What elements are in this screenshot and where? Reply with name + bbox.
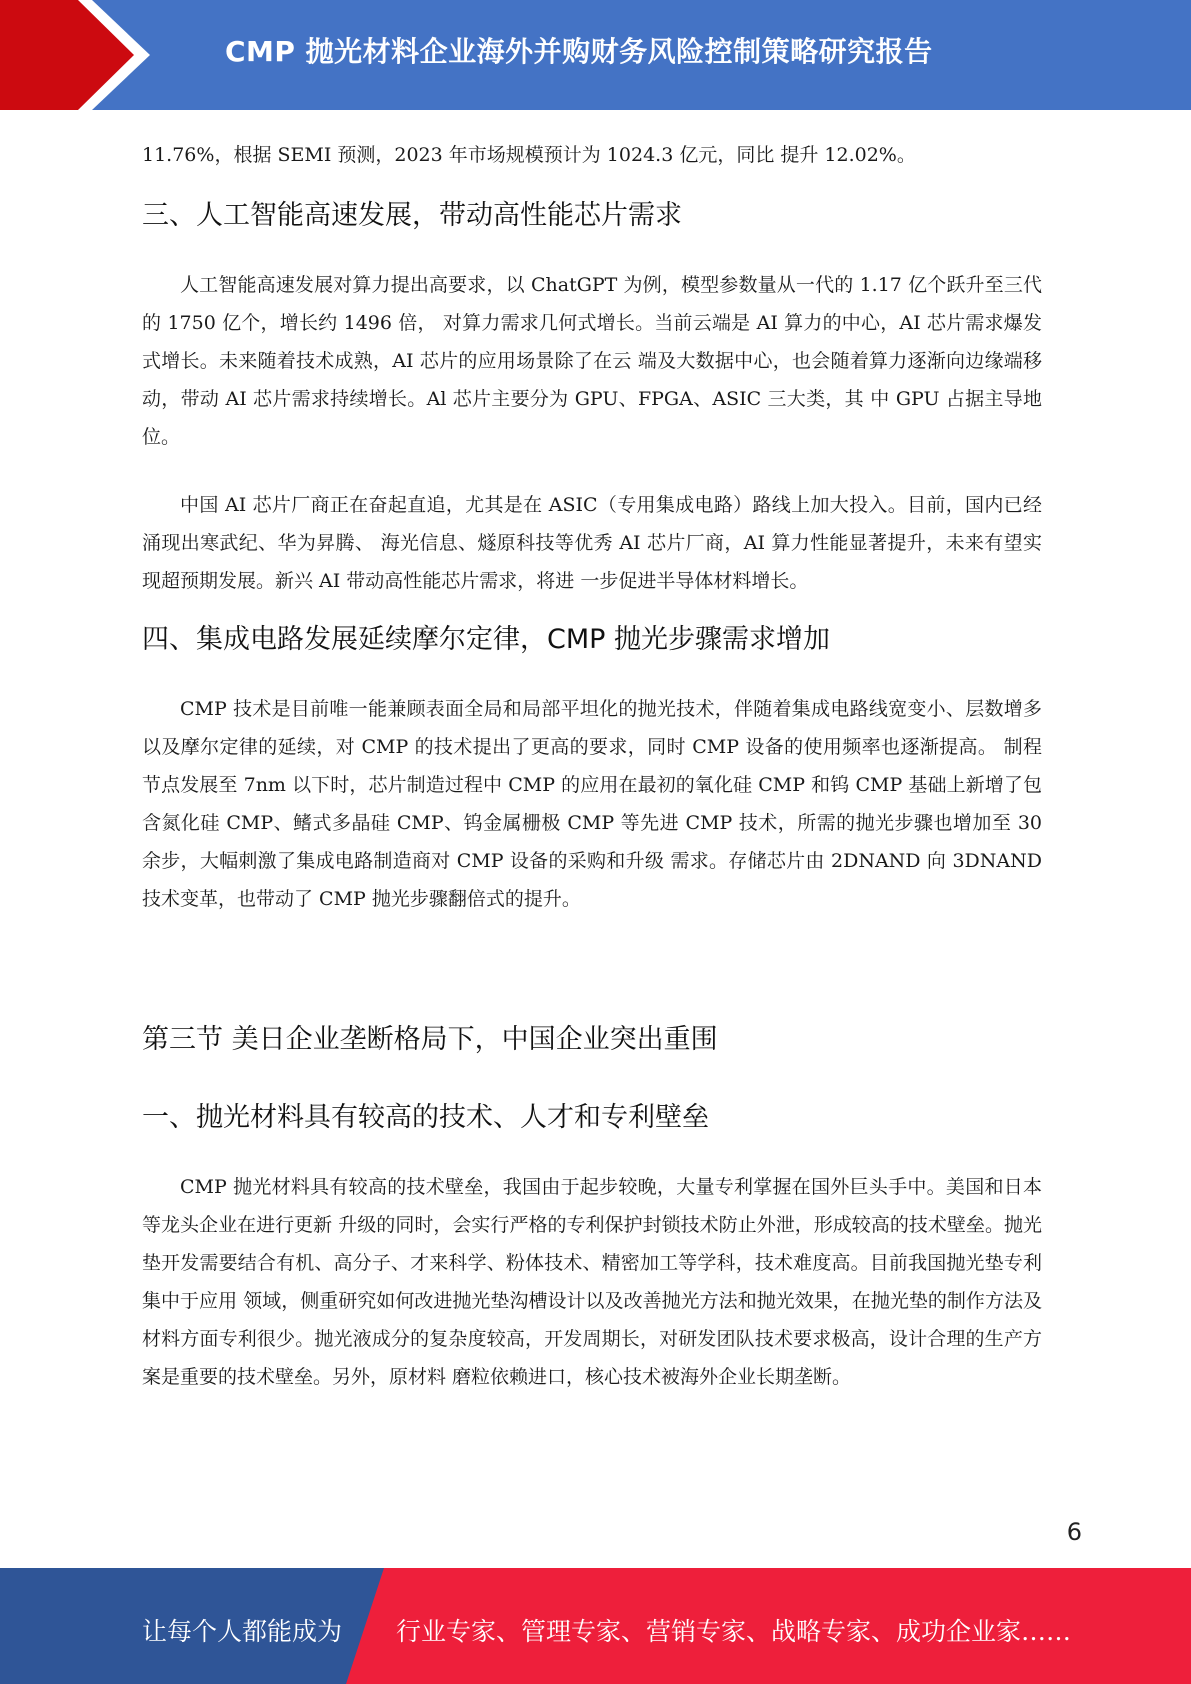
section-heading-moore: 四、集成电路发展延续摩尔定律，CMP 抛光步骤需求增加 <box>142 624 831 655</box>
footer-slogan-left: 让每个人都能成为 <box>142 1617 343 1646</box>
page-footer <box>0 1568 1191 1684</box>
section-heading-barriers: 一、抛光材料具有较高的技术、人才和专利壁垒 <box>142 1102 709 1133</box>
paragraph-cmp-technology: CMP 技术是目前唯一能兼顾表面全局和局部平坦化的抛光技术，伴随着集成电路线宽变小、层数增多以及摩尔定律的延续，对 CMP 的技术提出了更高的要求，同时 CMP 设备的使用频率也逐渐提高。 制程节点发展至 7nm 以下时，芯片制造过程中 CMP 的应用在最初的氧化硅 CMP 和钨 CMP 基础上新增了包含氮化硅 CMP、鳍式多晶硅 CMP、钨金属栅极 CMP 等先进 CMP 技术，所需的抛光步骤也增加至 30 余步，大幅刺激了集成电路制造商对 CMP 设备的采购和升级 需求。存储芯片由 2DNAND 向 3DNAND 技术变革，也带动了 CMP 抛光步骤翻倍式的提升。 <box>142 698 1042 910</box>
page-content <box>142 136 1042 1396</box>
footer-slogan-right: 行业专家、管理专家、营销专家、战略专家、成功企业家…… <box>396 1617 1072 1646</box>
paragraph-ai-demand: 人工智能高速发展对算力提出高要求，以 ChatGPT 为例，模型参数量从一代的 1.17 亿个跃升至三代的 1750 亿个，增长约 1496 倍， 对算力需求几何式增长。当前云端是 AI 算力的中心，AI 芯片需求爆发式增长。未来随着技术成熟，AI 芯片的应用场景除了在云 端及大数据中心，也会随着算力逐渐向边缘端移动，带动 AI 芯片需求持续增长。Al 芯片主要分为 GPU、FPGA、ASIC 三大类，其 中 GPU 占据主导地位。 <box>142 274 1042 448</box>
paragraph-china-ai-chips: 中国 AI 芯片厂商正在奋起直追，尤其是在 ASIC（专用集成电路）路线上加大投入。目前，国内已经涌现出寒武纪、华为昇腾、 海光信息、燧原科技等优秀 AI 芯片厂商，AI 算力性能显著提升，未来有望实现超预期发展。新兴 AI 带动高性能芯片需求，将进 一步促进半导体材料增长。 <box>142 494 1042 592</box>
section-heading-ai: 三、人工智能高速发展，带动高性能芯片需求 <box>142 200 682 231</box>
page-number: 6 <box>1066 1518 1082 1546</box>
paragraph-technical-barriers: CMP 抛光材料具有较高的技术壁垒，我国由于起步较晚，大量专利掌握在国外巨头手中。美国和日本等龙头企业在进行更新 升级的同时，会实行严格的专利保护封锁技术防止外泄，形成较高的技术壁垒。抛光垫开发需要结合有机、高分子、才来科学、粉体技术、精密加工等学科，技术难度高。目前我国抛光垫专利集中于应用 领域，侧重研究如何改进抛光垫沟槽设计以及改善抛光方法和抛光效果，在抛光垫的制作方法及材料方面专利很少。抛光液成分的复杂度较高，开发周期长，对研发团队技术要求极高，设计合理的生产方案是重要的技术壁垒。另外，原材料 磨粒依赖进口，核心技术被海外企业长期垄断。 <box>142 1176 1042 1388</box>
header-arrow-logo <box>0 0 160 110</box>
continuation-paragraph: 11.76%，根据 SEMI 预测，2023 年市场规模预计为 1024.3 亿元，同比 提升 12.02%。 <box>142 144 916 166</box>
page-header <box>0 0 1191 110</box>
chapter-heading-section3: 第三节 美日企业垄断格局下，中国企业突出重围 <box>142 1024 718 1055</box>
report-title: CMP 抛光材料企业海外并购财务风险控制策略研究报告 <box>225 35 933 68</box>
header-arrow-red <box>0 0 134 110</box>
